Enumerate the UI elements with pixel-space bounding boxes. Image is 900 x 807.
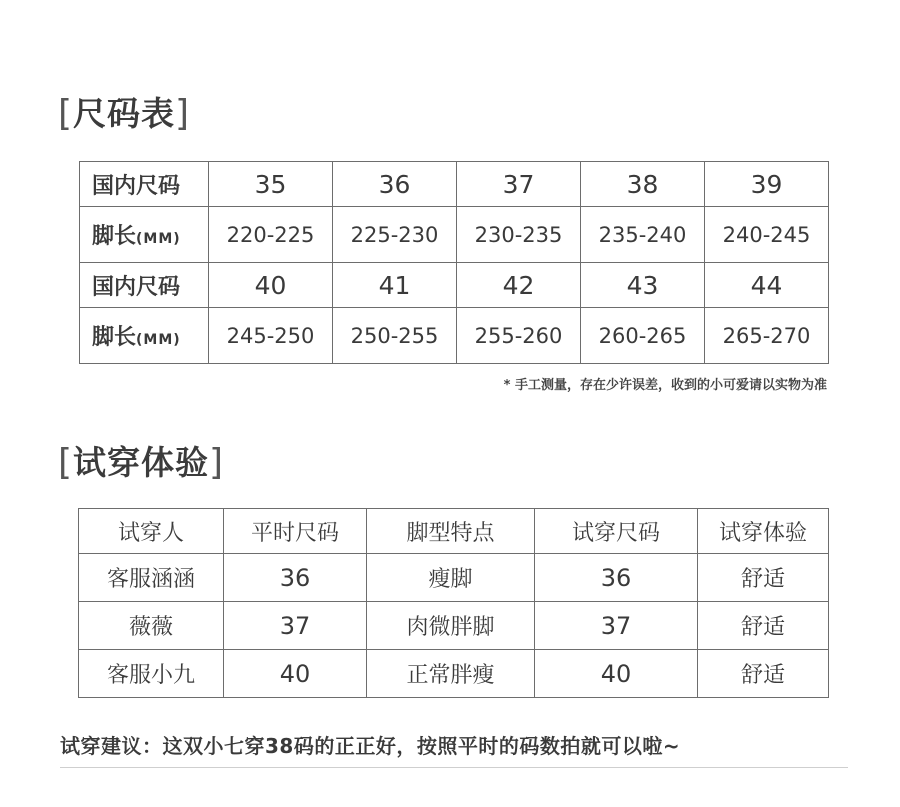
foot-length-cell: 265-270 <box>705 308 829 364</box>
size-cell: 43 <box>581 263 705 308</box>
size-cell: 35 <box>209 162 333 207</box>
size-chart-table <box>79 161 829 364</box>
trial-header-row <box>79 509 829 554</box>
size-row-label <box>80 162 209 207</box>
trial-experience-title-text: 试穿体验 <box>73 443 210 482</box>
trial-row <box>79 602 829 650</box>
foot-length-cell: 220-225 <box>209 207 333 263</box>
title-bracket-open: [ <box>58 93 74 134</box>
size-chart-title <box>58 88 190 135</box>
size-cell: 40 <box>209 263 333 308</box>
foot-length-cell: 250-255 <box>333 308 457 364</box>
trial-cell: 舒适 <box>698 650 829 698</box>
size-row <box>80 162 829 207</box>
foot-length-cell: 260-265 <box>581 308 705 364</box>
row-label-unit: (MM) <box>136 332 181 348</box>
title-bracket-open: [ <box>58 442 74 483</box>
trial-cell: 正常胖瘦 <box>367 650 535 698</box>
trial-cell: 舒适 <box>698 554 829 602</box>
row-label-unit: (MM) <box>136 231 181 247</box>
foot-length-cell: 235-240 <box>581 207 705 263</box>
size-chart-note: * 手工测量，存在少许误差，收到的小可爱请以实物为准 <box>503 378 827 393</box>
size-cell: 39 <box>705 162 829 207</box>
trial-header-cell: 平时尺码 <box>224 509 367 554</box>
trial-cell: 36 <box>535 554 698 602</box>
foot-length-row-label <box>80 207 209 263</box>
trial-header-cell: 试穿体验 <box>698 509 829 554</box>
trial-header-cell: 试穿人 <box>79 509 224 554</box>
title-bracket-close: ] <box>209 442 225 483</box>
trial-row <box>79 554 829 602</box>
foot-length-cell: 245-250 <box>209 308 333 364</box>
bottom-divider <box>60 767 848 768</box>
trial-cell: 40 <box>224 650 367 698</box>
trial-cell: 37 <box>535 602 698 650</box>
foot-length-row <box>80 207 829 263</box>
size-chart-title-text: 尺码表 <box>73 94 176 133</box>
size-cell: 41 <box>333 263 457 308</box>
size-cell: 44 <box>705 263 829 308</box>
trial-cell: 瘦脚 <box>367 554 535 602</box>
foot-length-row-label <box>80 308 209 364</box>
title-bracket-close: ] <box>175 93 191 134</box>
foot-length-cell: 255-260 <box>457 308 581 364</box>
trial-header-cell: 试穿尺码 <box>535 509 698 554</box>
trial-cell: 薇薇 <box>79 602 224 650</box>
trial-experience-table <box>78 508 829 698</box>
foot-length-cell: 225-230 <box>333 207 457 263</box>
trial-row <box>79 650 829 698</box>
size-row <box>80 263 829 308</box>
trial-header-cell: 脚型特点 <box>367 509 535 554</box>
trial-cell: 客服小九 <box>79 650 224 698</box>
foot-length-cell: 240-245 <box>705 207 829 263</box>
row-label-text: 国内尺码 <box>92 274 181 300</box>
trial-cell: 36 <box>224 554 367 602</box>
fitting-advice: 试穿建议：这双小七穿38码的正正好，按照平时的码数拍就可以啦~ <box>60 734 681 758</box>
row-label-text: 国内尺码 <box>92 173 181 199</box>
size-cell: 42 <box>457 263 581 308</box>
row-label-text: 脚长 <box>92 224 137 249</box>
trial-cell: 肉微胖脚 <box>367 602 535 650</box>
trial-cell: 40 <box>535 650 698 698</box>
size-cell: 36 <box>333 162 457 207</box>
trial-cell: 舒适 <box>698 602 829 650</box>
size-row-label <box>80 263 209 308</box>
foot-length-row <box>80 308 829 364</box>
size-cell: 37 <box>457 162 581 207</box>
row-label-text: 脚长 <box>92 325 137 350</box>
foot-length-cell: 230-235 <box>457 207 581 263</box>
trial-cell: 客服涵涵 <box>79 554 224 602</box>
trial-experience-title <box>58 437 224 484</box>
size-cell: 38 <box>581 162 705 207</box>
trial-cell: 37 <box>224 602 367 650</box>
